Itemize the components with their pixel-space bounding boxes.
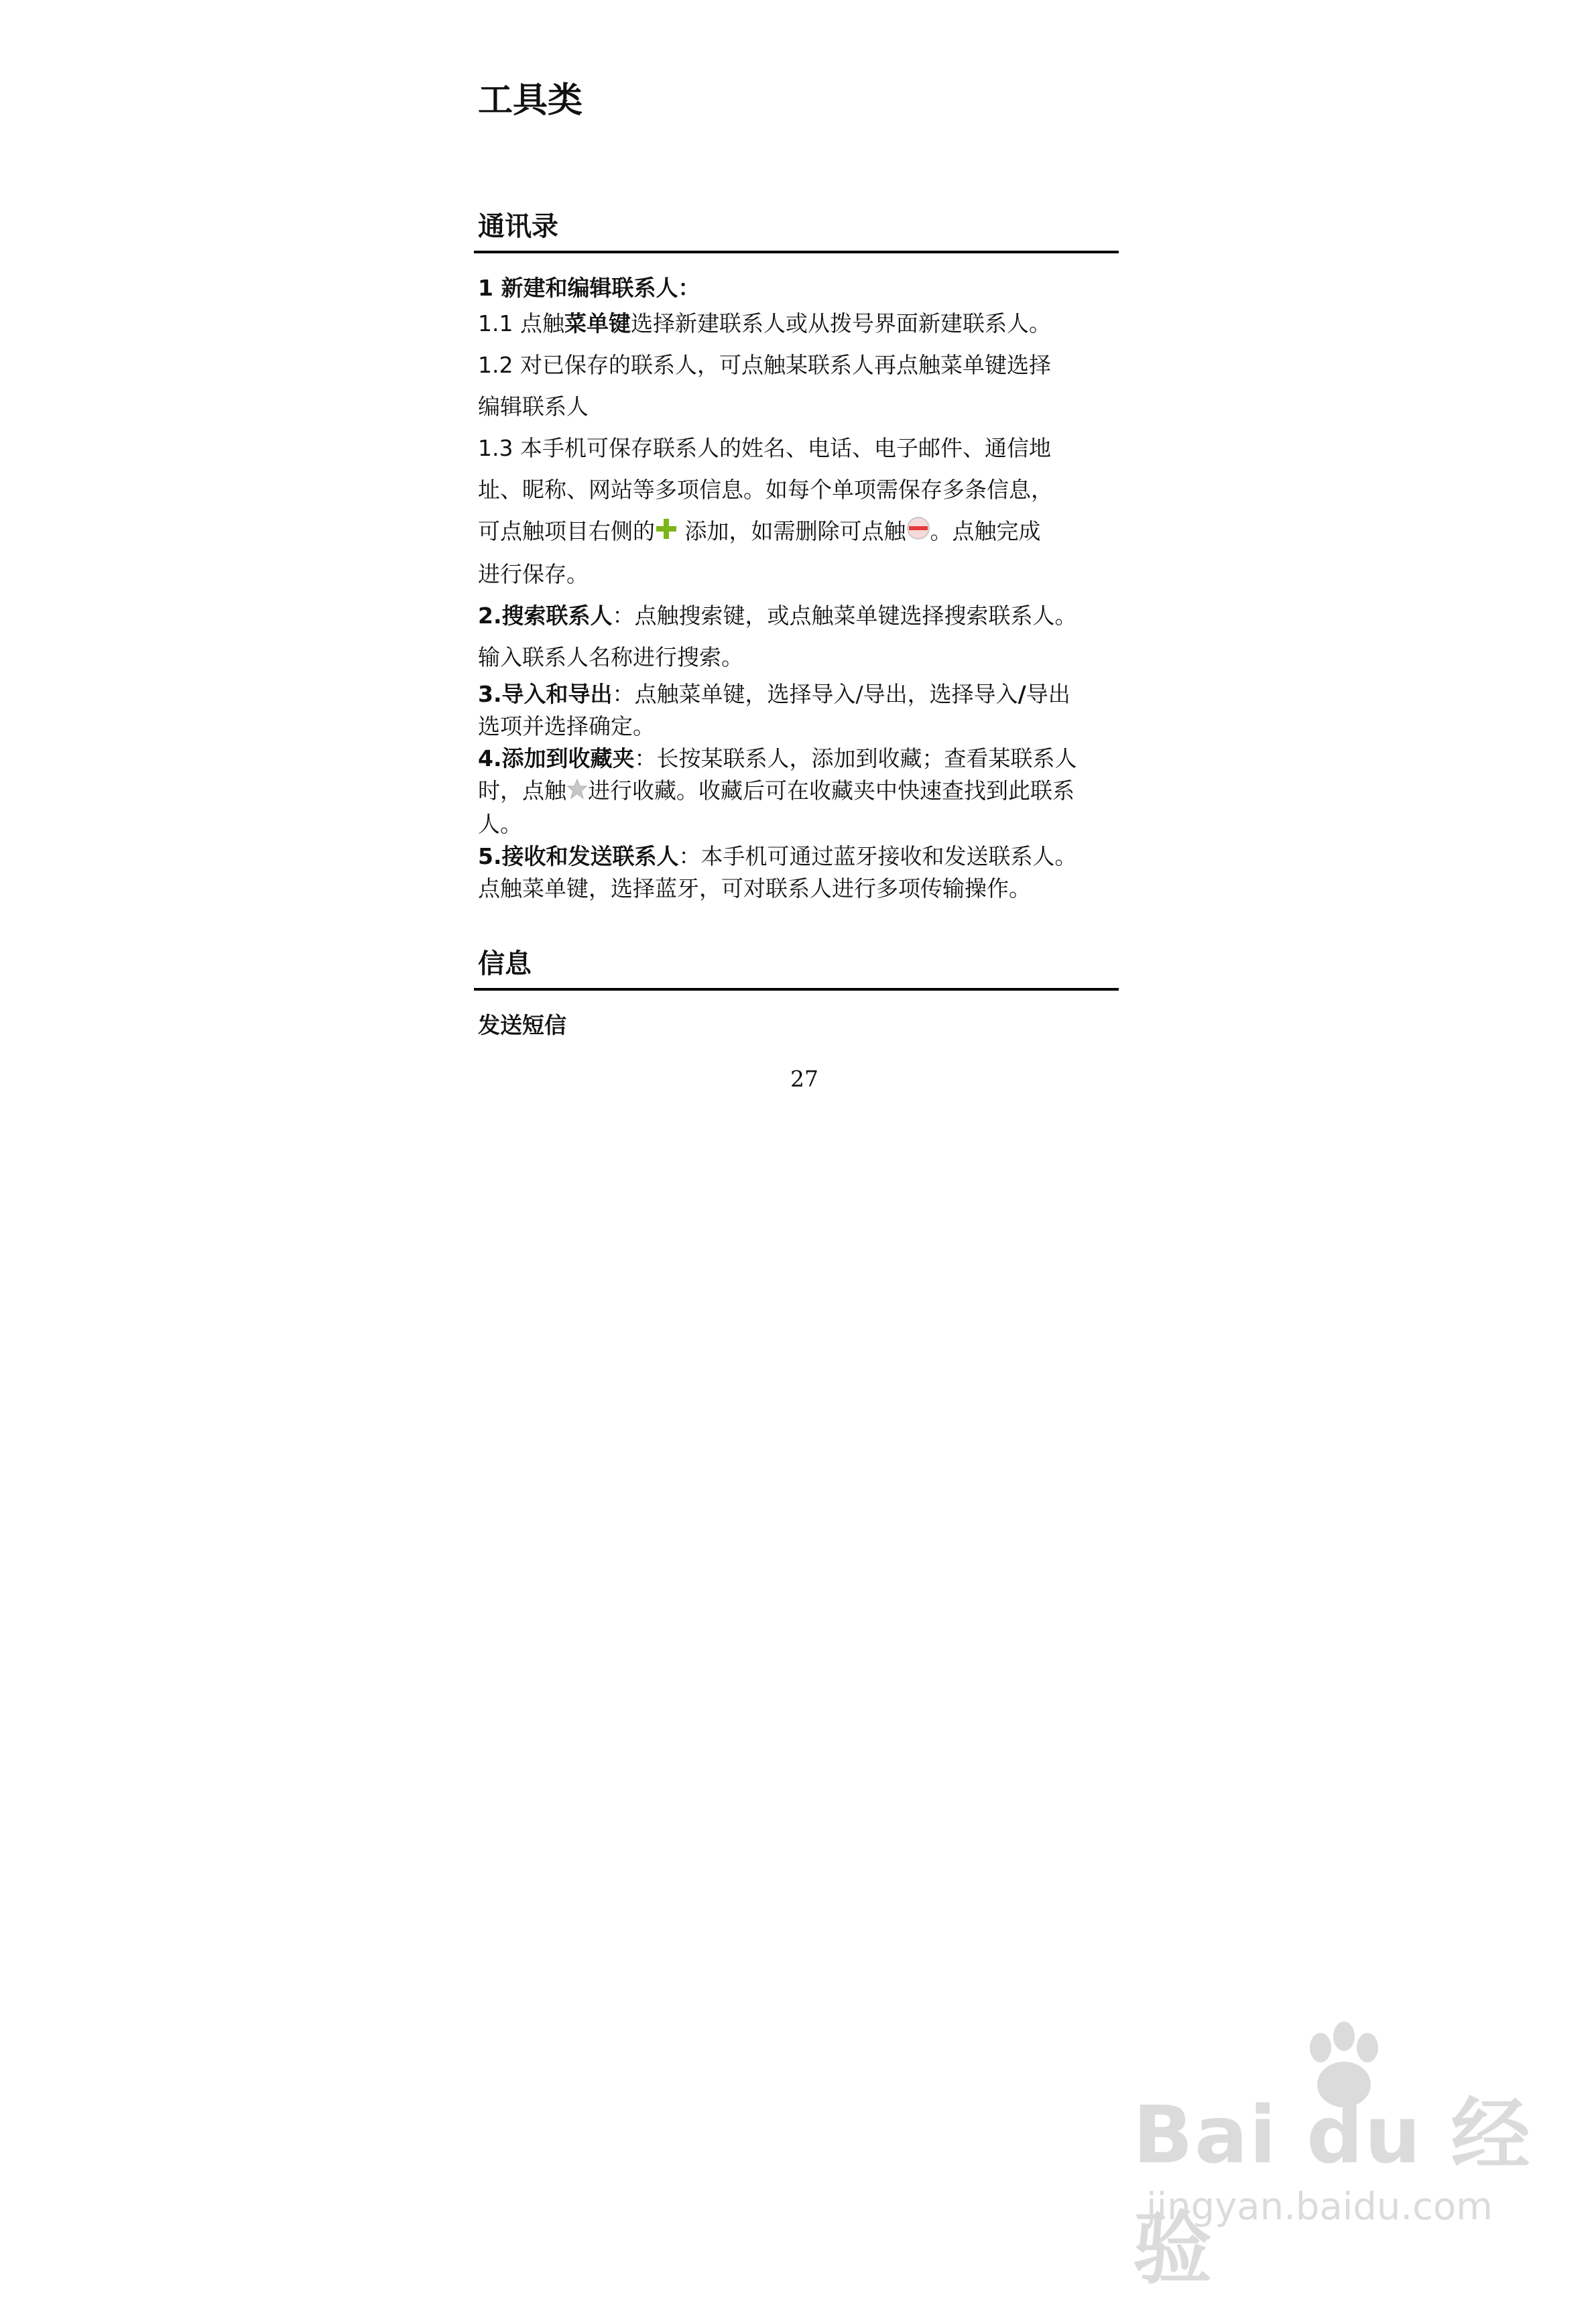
contacts-heading: 通讯录 <box>478 211 558 242</box>
para-3-bold: 3.导入和导出 <box>478 681 613 707</box>
para-1-3-line3a: 可点触项目右侧的 <box>478 518 655 544</box>
messages-subheading: 发送短信 <box>478 1012 566 1038</box>
para-1-2-line2: 编辑联系人 <box>478 393 589 420</box>
para-2-bold: 2.搜索联系人 <box>478 603 613 629</box>
para-4-line2a: 时，点触 <box>478 778 566 804</box>
para-5-bold: 5.接收和发送联系人 <box>478 843 679 869</box>
para-1-1-number: 1.1 <box>478 310 513 336</box>
para-3 <box>478 678 1123 743</box>
para-2-line1: ：点触搜索键，或点触菜单键选择搜索联系人。 <box>612 603 1077 629</box>
para-5 <box>478 841 1123 905</box>
para-4-line1: ：长按某联系人，添加到收藏；查看某联系人 <box>634 745 1077 771</box>
para-5-line2: 点触菜单键，选择蓝牙，可对联系人进行多项传输操作。 <box>478 875 1031 902</box>
para-1-1-post: 选择新建联系人或从拨号界面新建联系人。 <box>630 310 1051 336</box>
para-3-line1b: 导出 <box>1026 681 1070 707</box>
para-2-line2: 输入联系人名称进行搜索。 <box>478 644 743 670</box>
para-1-3-line1: 本手机可保存联系人的姓名、电话、电子邮件、通信地 <box>513 435 1051 461</box>
para-1-3-line3b: 添加，如需删除可点触 <box>678 518 906 544</box>
para-3-line2: 选项并选择确定。 <box>478 713 655 739</box>
messages-section <box>478 945 1123 1040</box>
star-icon <box>566 776 588 808</box>
contacts-section <box>478 208 1123 905</box>
messages-heading: 信息 <box>478 948 532 979</box>
watermark-url: jingyan.baidu.com <box>1146 2185 1493 2229</box>
para-1-3-number: 1.3 <box>478 435 513 461</box>
para-1-1-pre: 点触 <box>513 310 564 336</box>
para-1-3-line3c: 。点触完成 <box>930 518 1041 544</box>
page-title: 工具类 <box>478 80 583 121</box>
page-number: 27 <box>790 1066 818 1092</box>
para-3-slash: / <box>1018 681 1026 707</box>
para-3-line1: ：点触菜单键，选择导入/导出，选择导入 <box>612 681 1018 707</box>
para-4-bold: 4.添加到收藏夹 <box>478 745 635 771</box>
para-1-3 <box>478 428 1123 595</box>
para-5-line1: ：本手机可通过蓝牙接收和发送联系人。 <box>678 843 1077 869</box>
plus-icon <box>655 512 678 554</box>
para-1-3-line4: 进行保存。 <box>478 561 589 587</box>
watermark-logo: Bai du 经验 <box>1133 2089 1532 2295</box>
para-4-line3: 人。 <box>478 811 522 837</box>
page-content <box>478 74 1123 1040</box>
messages-divider <box>474 988 1119 991</box>
para-4-line2b: 进行收藏。收藏后可在收藏夹中快速查找到此联系 <box>588 778 1075 804</box>
item1-title: 1 新建和编辑联系人： <box>478 275 700 301</box>
baidu-watermark <box>1133 2017 1562 2295</box>
minus-circle-icon <box>906 512 930 554</box>
para-2 <box>478 595 1123 678</box>
para-1-1-bold: 菜单键 <box>564 310 631 336</box>
contacts-divider <box>474 251 1119 253</box>
para-1-2-line1: 对已保存的联系人，可点触某联系人再点触菜单键选择 <box>513 352 1051 378</box>
para-1-2 <box>478 345 1123 428</box>
para-1-1 <box>478 303 1123 345</box>
para-4 <box>478 743 1123 841</box>
para-1-2-number: 1.2 <box>478 352 513 378</box>
para-1-3-line2: 址、昵称、网站等多项信息。如每个单项需保存多条信息， <box>478 477 1053 503</box>
